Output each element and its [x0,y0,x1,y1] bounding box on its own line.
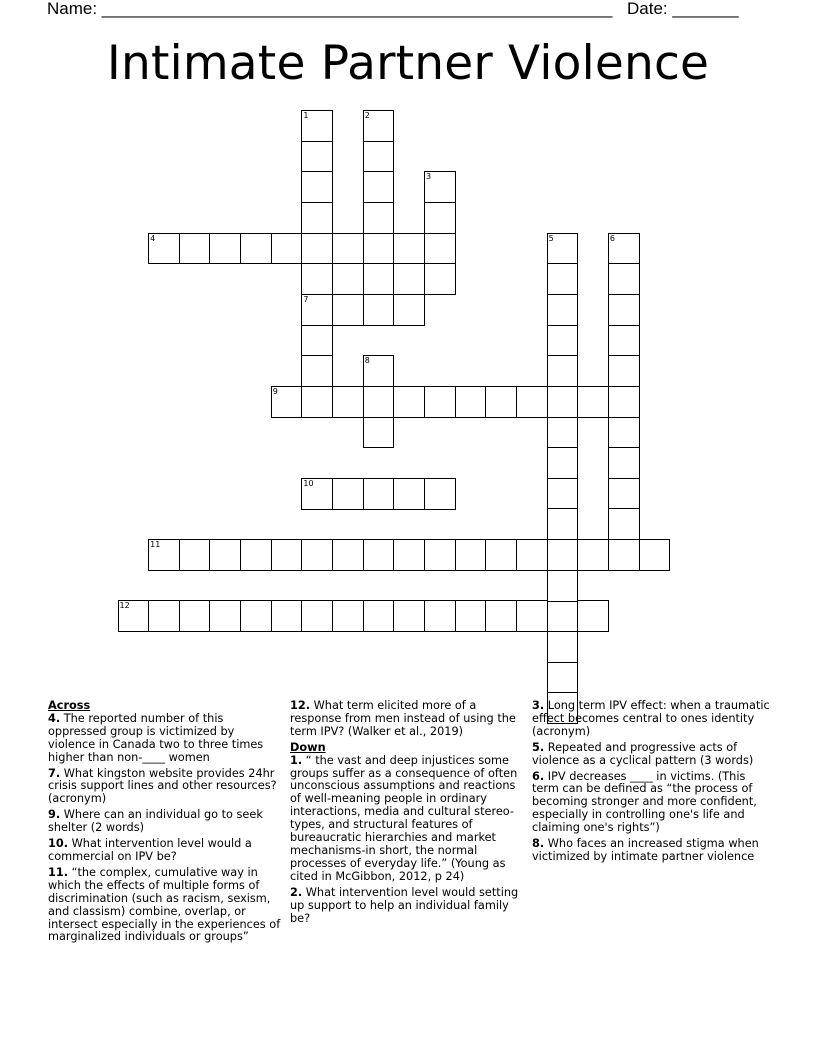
grid-cell[interactable] [393,478,425,510]
grid-cell[interactable] [455,539,487,571]
grid-cell[interactable] [455,600,487,632]
clue-down-6 [532,771,772,836]
clue-number: 2. [290,885,303,899]
grid-cell[interactable] [301,263,333,295]
grid-cell[interactable] [608,325,640,357]
clue-text: Where can an individual go to seek shelter (2 words) [48,808,263,835]
grid-cell[interactable] [363,294,395,326]
grid-cell[interactable] [393,386,425,418]
grid-cell[interactable] [332,478,364,510]
clue-text: Long term IPV effect: when a traumatic effect becomes central to ones identity (acronym) [532,699,770,738]
clue-down-2 [290,887,528,926]
grid-cell[interactable] [271,600,303,632]
grid-cell[interactable] [424,600,456,632]
grid-cell[interactable] [424,171,456,203]
grid-cell[interactable] [301,325,333,357]
grid-cell[interactable] [608,294,640,326]
grid-cell[interactable] [608,263,640,295]
grid-cell[interactable] [424,263,456,295]
grid-cell[interactable] [363,171,395,203]
grid-cell[interactable] [363,110,395,142]
grid-cell[interactable] [363,386,395,418]
clue-text: IPV decreases ____ in victims. (This term can be defined as “the process of becoming stronger and more confident, especially in controlling one's life and claiming one's rights”) [532,769,757,835]
grid-cell[interactable] [608,417,640,449]
clue-across-9 [48,809,283,835]
grid-cell[interactable] [547,355,579,387]
clue-number: 9. [48,808,61,822]
grid-cell[interactable] [301,539,333,571]
grid-cell[interactable] [516,539,548,571]
clue-number: 4. [48,711,61,725]
grid-cell[interactable] [332,600,364,632]
grid-cell[interactable] [363,141,395,173]
grid-cell[interactable] [271,539,303,571]
grid-cell[interactable] [332,294,364,326]
grid-cell[interactable] [516,600,548,632]
grid-cell[interactable] [608,386,640,418]
grid-cell[interactable] [547,508,579,540]
grid-cell[interactable] [393,539,425,571]
grid-cell[interactable] [424,386,456,418]
grid-cell[interactable] [516,386,548,418]
grid-cell[interactable] [547,600,579,632]
grid-cell[interactable] [485,386,517,418]
clue-down-3 [532,700,772,739]
grid-cell[interactable] [547,570,579,602]
clue-down-5 [532,742,772,768]
clue-number: 7. [48,766,61,780]
grid-cell[interactable] [547,325,579,357]
grid-cell[interactable] [363,233,395,265]
clue-across-12 [290,700,528,739]
grid-cell[interactable] [608,539,640,571]
grid-cell-number: 9 [272,386,278,396]
grid-cell[interactable] [332,233,364,265]
grid-cell[interactable] [455,386,487,418]
grid-cell-number: 4 [150,233,156,243]
clue-across-7 [48,768,283,807]
clue-text: “ the vast and deep injustices some groups suffer as a consequence of often unconscious assumptions and reactions of well-meaning people in ordinary interactions, media and cultural stereo-types, and structural features of bureaucratic hierarchies and market mechanisms-in short, the normal processes of everyday life.” (Young as cited in McGibbon, 2012, p 24) [290,753,518,883]
clue-text: What kingston website provides 24hr crisis support lines and other resources? (acronym) [48,766,277,806]
grid-cell[interactable] [393,233,425,265]
grid-cell[interactable] [301,294,333,326]
grid-cell[interactable] [332,539,364,571]
grid-cell[interactable] [271,386,303,418]
clue-text: What intervention level would a commercial on IPV be? [48,837,252,863]
clue-across-11 [48,867,283,944]
clues-column-2 [290,700,528,928]
clue-text: Who faces an increased stigma when victimized by intimate partner violence [532,837,759,863]
clue-down-8 [532,838,772,864]
clue-text: What intervention level would setting up support to help an individual family be? [290,885,519,925]
grid-cell[interactable] [240,600,272,632]
grid-cell-number: 11 [150,540,161,550]
grid-cell[interactable] [240,539,272,571]
grid-cell[interactable] [547,478,579,510]
grid-cell[interactable] [424,478,456,510]
clue-number: 11. [48,865,69,879]
clue-number: 12. [290,699,311,712]
grid-cell[interactable] [485,539,517,571]
grid-cell-number: 1 [303,111,309,120]
grid-cell[interactable] [424,233,456,265]
grid-cell[interactable] [547,263,579,295]
grid-cell[interactable] [301,600,333,632]
clue-text: What term elicited more of a response from men instead of using the term IPV? (Walker et al., 2019) [290,699,516,738]
grid-cell[interactable] [301,355,333,387]
date-field-label[interactable]: Date: _______ [627,0,739,18]
grid-cell[interactable] [148,539,180,571]
grid-cell[interactable] [240,233,272,265]
grid-cell[interactable] [363,417,395,449]
grid-cell[interactable] [424,202,456,234]
grid-cell[interactable] [271,233,303,265]
grid-cell[interactable] [639,539,671,571]
grid-cell[interactable] [547,386,579,418]
grid-cell[interactable] [485,600,517,632]
grid-cell[interactable] [608,447,640,479]
grid-cell-number: 6 [609,233,615,243]
grid-cell[interactable] [547,539,579,571]
grid-cell[interactable] [179,233,211,265]
grid-cell-number: 7 [303,294,309,304]
grid-cell[interactable] [393,294,425,326]
grid-cell[interactable] [547,233,579,265]
clue-number: 6. [532,769,545,783]
grid-cell[interactable] [301,233,333,265]
grid-cell-number: 2 [364,111,370,120]
grid-cell[interactable] [301,171,333,203]
grid-cell[interactable] [577,386,609,418]
grid-cell[interactable] [424,539,456,571]
down-heading: Down [290,740,326,754]
grid-cell[interactable] [301,386,333,418]
clue-text: “the complex, cumulative way in which the effects of multiple forms of discrimination (such as racism, sexism, and classism) combine, overlap, or intersect especially in the experiences of marginalized individuals or groups” [48,865,281,944]
grid-cell[interactable] [209,600,241,632]
grid-cell[interactable] [363,202,395,234]
grid-cell[interactable] [363,539,395,571]
grid-cell[interactable] [608,355,640,387]
clue-across-10 [48,838,283,864]
clue-number: 5. [532,740,545,754]
grid-cell[interactable] [577,539,609,571]
grid-cell[interactable] [363,478,395,510]
grid-cell[interactable] [332,386,364,418]
puzzle-title: Intimate Partner Violence [106,36,710,91]
grid-cell[interactable] [179,539,211,571]
grid-cell[interactable] [547,447,579,479]
grid-cell[interactable] [301,141,333,173]
grid-cell[interactable] [363,600,395,632]
grid-cell[interactable] [547,662,579,694]
clue-number: 1. [290,753,303,767]
grid-cell-number: 10 [303,478,314,488]
grid-cell[interactable] [577,600,609,632]
grid-cell[interactable] [363,263,395,295]
grid-cell[interactable] [301,202,333,234]
grid-cell[interactable] [148,600,180,632]
clue-text: Repeated and progressive acts of violence as a cyclical pattern (3 words) [532,740,754,767]
clues-column-1 [48,700,283,947]
grid-cell-number: 5 [548,233,554,243]
grid-cell[interactable] [393,263,425,295]
grid-cell[interactable] [118,600,150,632]
clue-number: 3. [532,699,545,712]
grid-cell[interactable] [301,478,333,510]
grid-cell[interactable] [363,355,395,387]
grid-cell[interactable] [332,263,364,295]
grid-cell[interactable] [547,417,579,449]
name-field-label[interactable]: Name: ______________________________________________________ [47,0,613,18]
clue-number: 8. [532,837,545,851]
clue-text: The reported number of this oppressed group is victimized by violence in Canada two to three times higher than non-____ women [48,711,264,764]
clue-number: 10. [48,837,69,851]
grid-cell-number: 12 [119,601,130,611]
grid-cell[interactable] [148,233,180,265]
clue-across-4 [48,713,283,765]
grid-cell[interactable] [393,600,425,632]
clues-column-3 [532,700,772,867]
grid-cell[interactable] [608,478,640,510]
grid-cell[interactable] [301,110,333,142]
grid-cell[interactable] [608,233,640,265]
grid-cell[interactable] [209,539,241,571]
grid-cell[interactable] [547,294,579,326]
grid-cell-number: 3 [426,172,432,182]
grid-cell[interactable] [608,508,640,540]
clue-down-1 [290,755,528,884]
across-heading: Across [48,699,91,712]
grid-cell-number: 8 [364,356,370,366]
grid-cell[interactable] [547,631,579,663]
grid-cell[interactable] [179,600,211,632]
grid-cell[interactable] [209,233,241,265]
